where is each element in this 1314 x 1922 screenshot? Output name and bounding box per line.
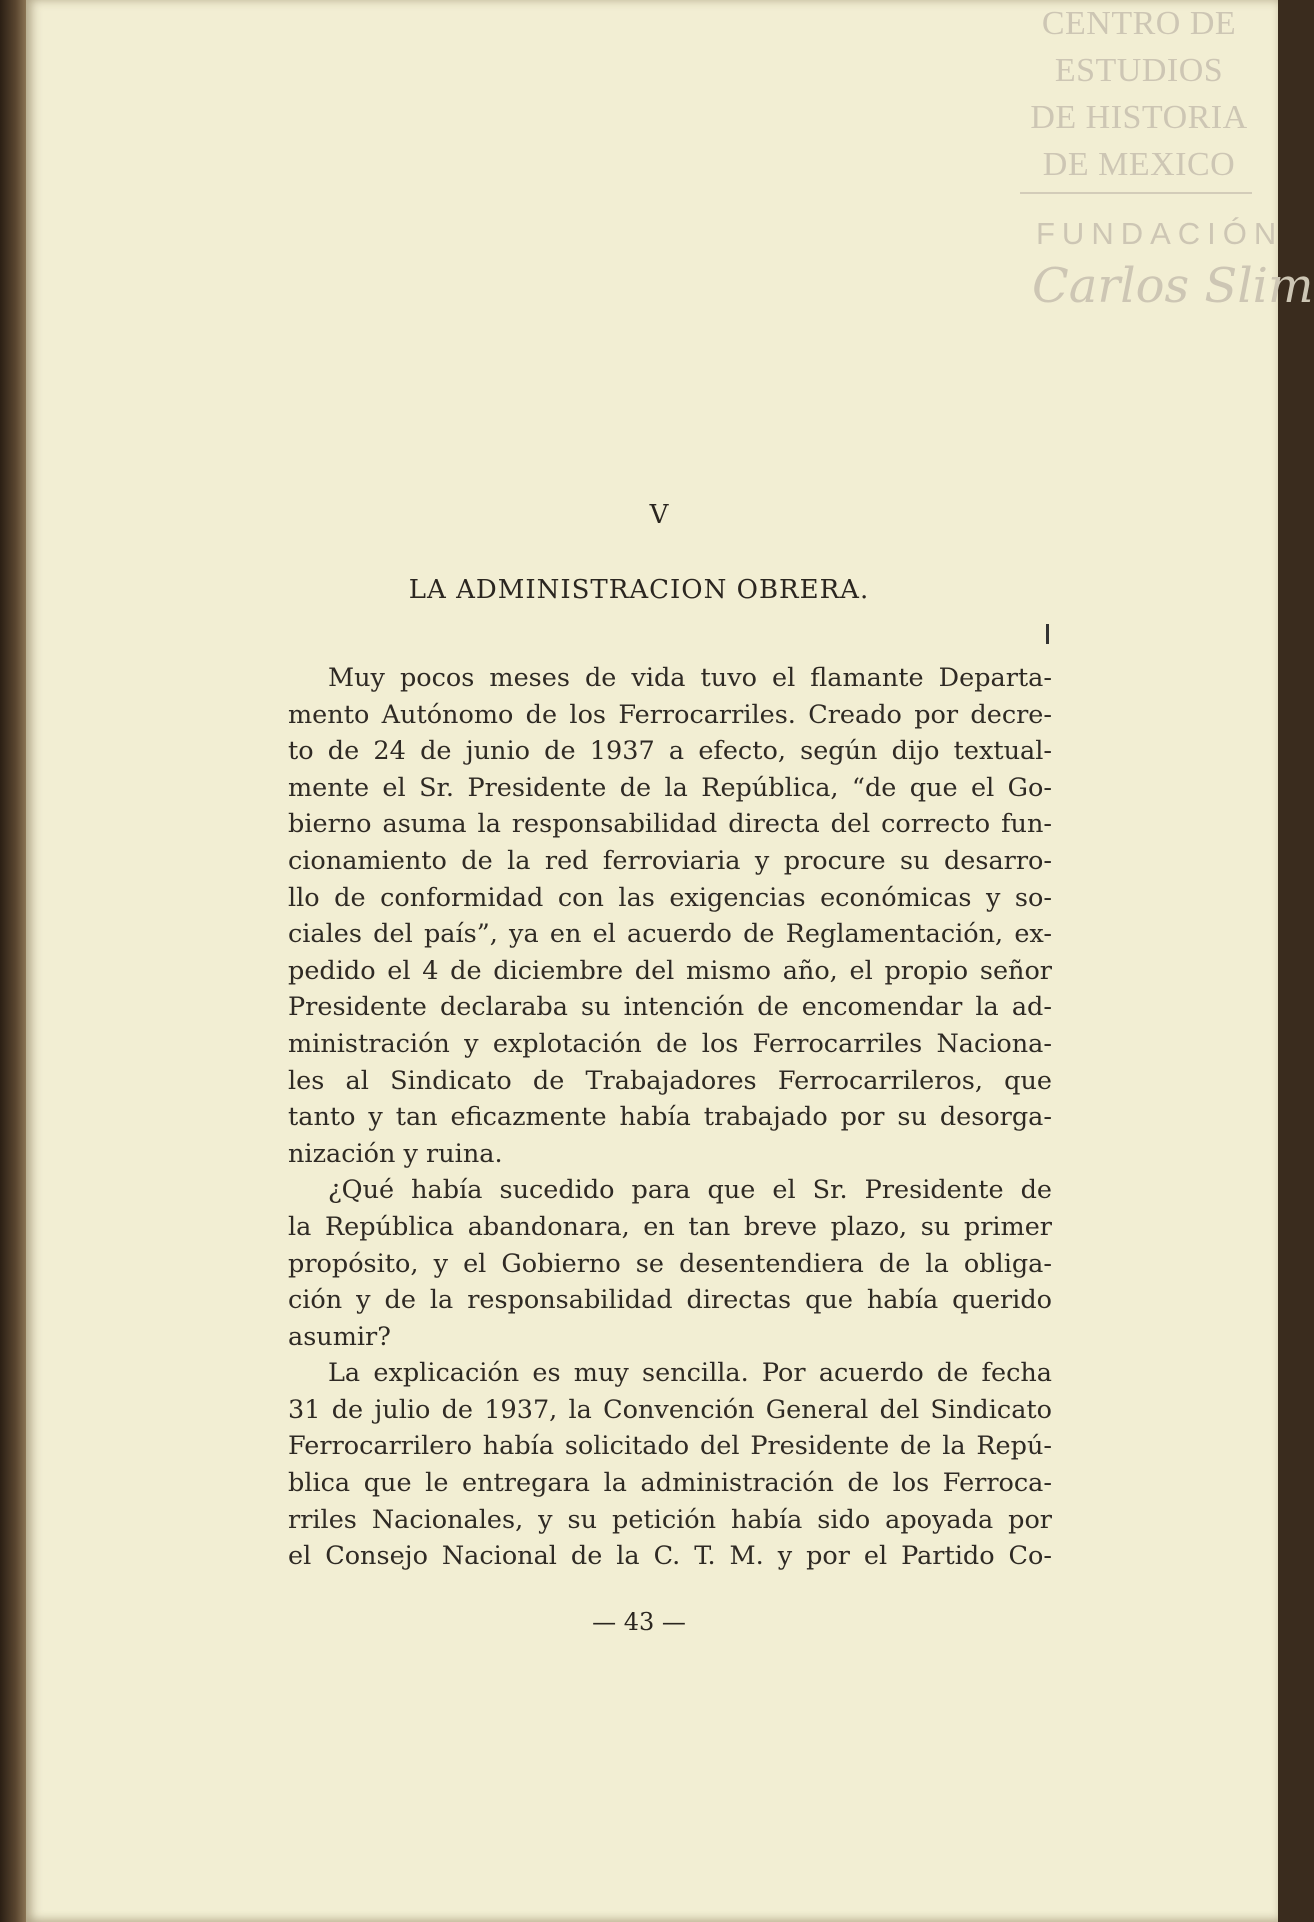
text-line: el Consejo Nacional de la C. T. M. y por el Partido Co-: [288, 1541, 1052, 1572]
watermark-line-1: CENTRO DE: [1041, 5, 1237, 42]
text-line: mento Autónomo de los Ferrocarriles. Creado por decre-: [288, 699, 1052, 730]
text-line: pedido el 4 de diciembre del mismo año, el propio señor: [288, 955, 1052, 986]
text-line: to de 24 de junio de 1937 a efecto, según dijo textual-: [288, 736, 1052, 767]
text-line: 31 de julio de 1937, la Convención General del Sindicato: [288, 1394, 1052, 1425]
text-line: tanto y tan eficazmente había trabajado por su desorga-: [288, 1102, 1052, 1133]
chapter-title: LA ADMINISTRACION OBRERA.: [408, 575, 870, 605]
text-line: llo de conformidad con las exigencias económicas y so-: [288, 882, 1052, 913]
text-line: ciales del país”, ya en el acuerdo de Reglamentación, ex-: [288, 919, 1052, 950]
foundation-watermark: [1000, 0, 1314, 320]
text-line: nización y ruina.: [288, 1138, 503, 1169]
watermark-line-2: ESTUDIOS: [1054, 52, 1224, 89]
body-text: [288, 660, 1052, 1575]
text-line: les al Sindicato de Trabajadores Ferrocarrileros, que: [288, 1065, 1052, 1096]
watermark-foundation: FUNDACIÓN: [1036, 216, 1284, 251]
text-line: ción y de la responsabilidad directas que había querido: [288, 1285, 1052, 1316]
chapter-number: V: [649, 500, 669, 530]
text-line: mente el Sr. Presidente de la República, “de que el Go-: [288, 772, 1052, 803]
text-line: ministración y explotación de los Ferrocarriles Naciona-: [288, 1028, 1052, 1059]
text-line: Presidente declaraba su intención de encomendar la ad-: [288, 992, 1052, 1023]
text-line: la República abandonara, en tan breve plazo, su primer: [288, 1211, 1052, 1242]
text-line: Ferrocarrilero había solicitado del Presidente de la Repú-: [288, 1431, 1052, 1462]
text-line: rriles Nacionales, y su petición había sido apoyada por: [288, 1504, 1052, 1535]
text-line: cionamiento de la red ferroviaria y procure su desarro-: [288, 845, 1052, 876]
text-line: asumir?: [288, 1321, 391, 1352]
text-line: blica que le entregara la administración de los Ferroca-: [288, 1468, 1052, 1499]
text-line: Muy pocos meses de vida tuvo el flamante Departa-: [328, 663, 1052, 693]
watermark-divider: [1020, 192, 1252, 194]
watermark-line-4: DE MEXICO: [1042, 146, 1236, 183]
text-line: bierno asuma la responsabilidad directa del correcto fun-: [288, 809, 1052, 840]
page-number: — 43 —: [592, 1608, 686, 1636]
watermark-line-3: DE HISTORIA: [1030, 99, 1248, 136]
text-line: La explicación es muy sencilla. Por acuerdo de fecha: [328, 1358, 1052, 1389]
watermark-signature: Carlos Slim: [1032, 258, 1314, 314]
text-line: propósito, y el Gobierno se desentendiera de la obliga-: [288, 1248, 1052, 1279]
text-line: ¿Qué había sucedido para que el Sr. Presidente de: [328, 1175, 1052, 1206]
margin-mark: [1046, 624, 1049, 644]
